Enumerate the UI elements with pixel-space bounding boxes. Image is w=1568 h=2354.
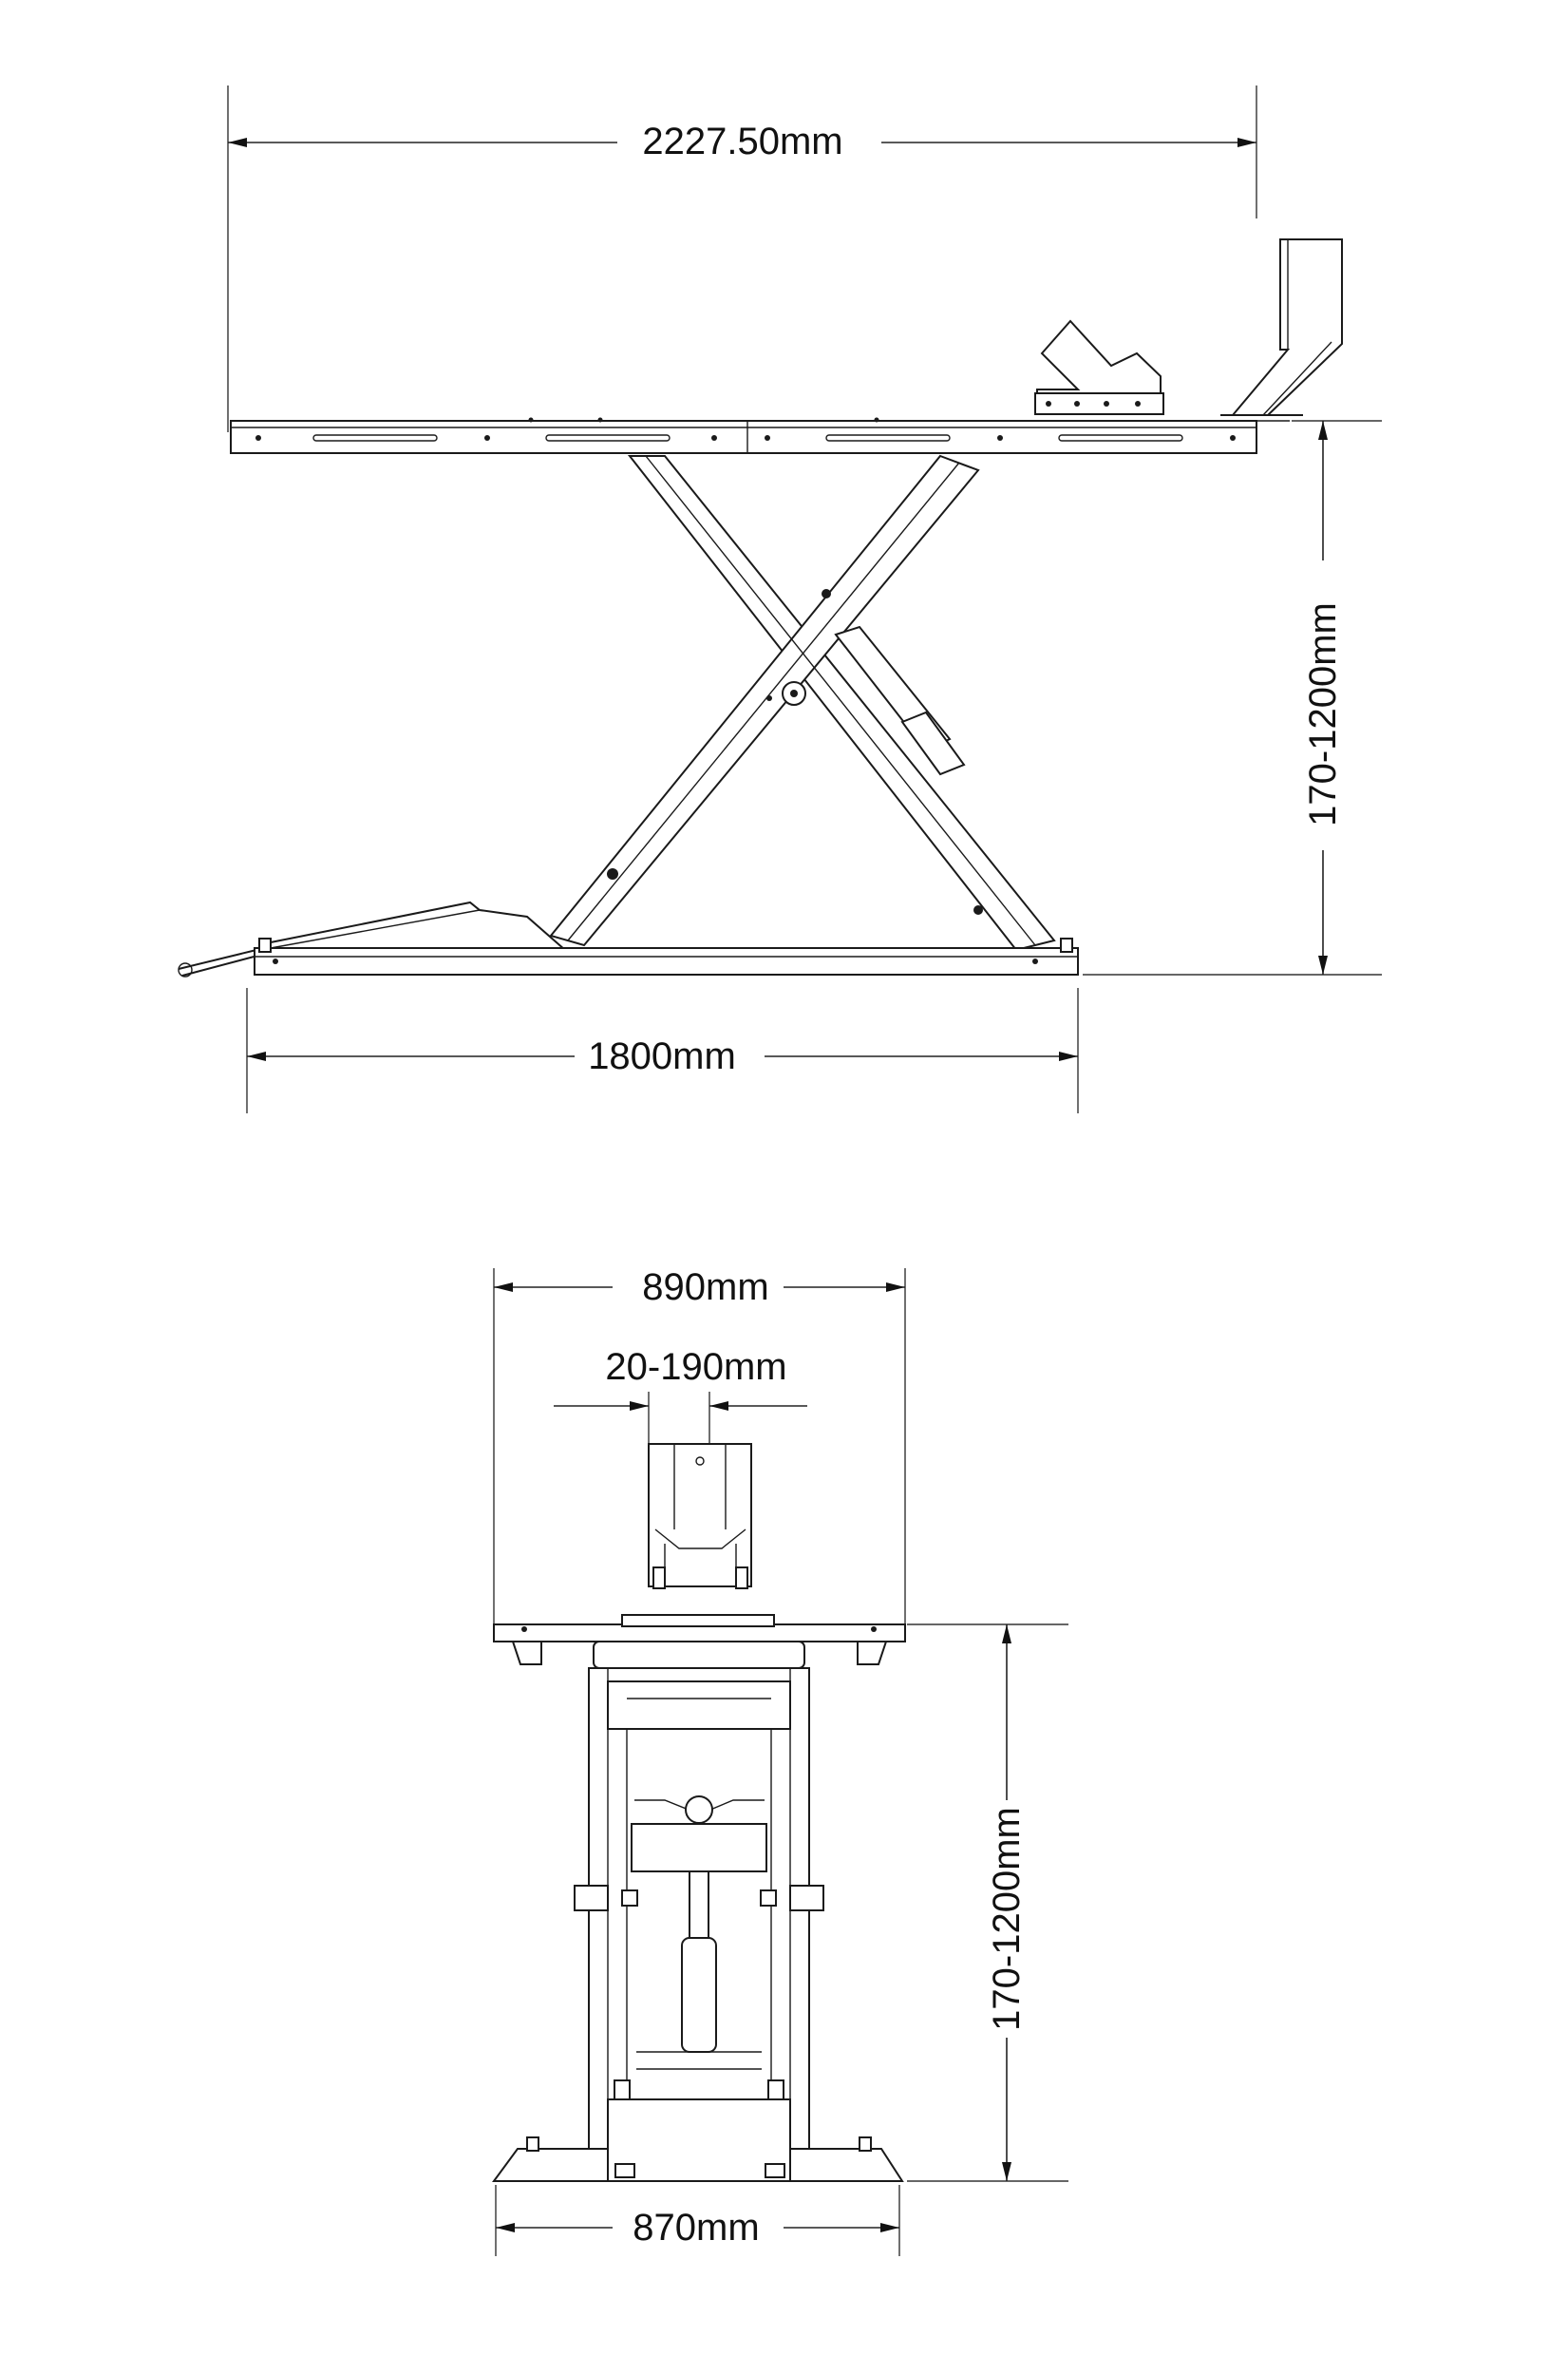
front-base [494,2099,902,2181]
platform-deck [231,418,1290,454]
base-length-dimension [247,988,1078,1113]
wheel-clamp [1035,321,1163,414]
base-width-label: 870mm [633,2207,760,2249]
base-length-label: 1800mm [588,1035,736,1077]
front-wheel-chock [649,1444,751,1588]
front-height-dimension [907,1624,1068,2181]
side-height-dimension [1083,421,1382,975]
scissor-arms [551,456,1054,950]
side-view [179,85,1382,1113]
front-platform [494,1615,905,1668]
total-length-label: 2227.50mm [642,121,843,162]
base-width-dimension [496,2185,899,2256]
side-height-label: 170-1200mm [1302,602,1344,826]
platform-width-label: 890mm [642,1266,769,1308]
front-view [494,1266,1068,2256]
front-height-label: 170-1200mm [986,1807,1028,2031]
clamp-range-label: 20-190mm [605,1346,787,1388]
wheel-chock [1220,239,1342,415]
clamp-range-dimension [554,1346,807,1444]
